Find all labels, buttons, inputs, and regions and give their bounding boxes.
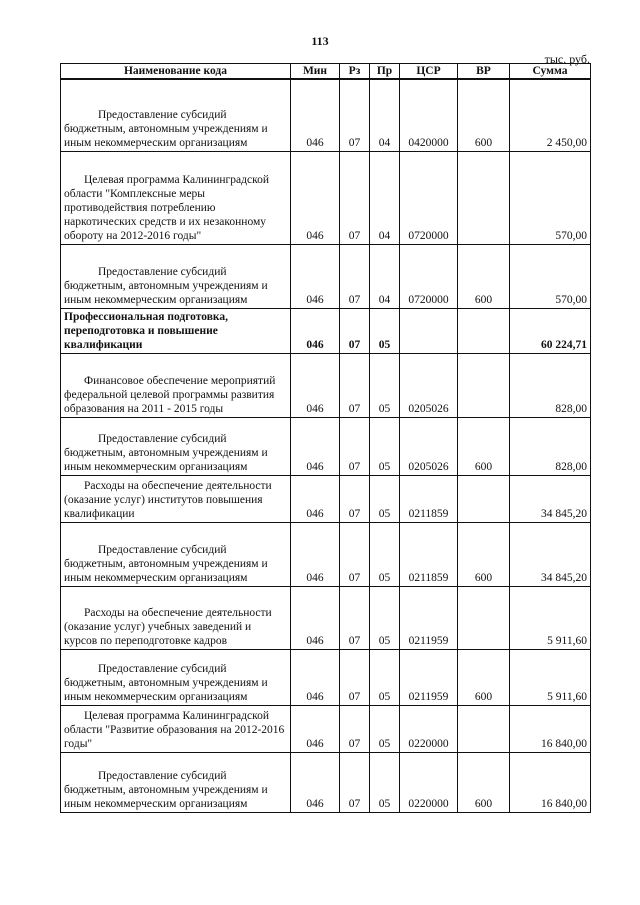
cell-name: Расходы на обеспечение деятельности (оказание услуг) институтов повышения квалификации bbox=[61, 475, 291, 522]
table-row bbox=[61, 586, 591, 649]
cell-pr: 05 bbox=[370, 417, 400, 475]
table-row bbox=[61, 79, 591, 151]
cell-name: Финансовое обеспечение мероприятий федеральной целевой программы развития образования на 2011 - 2015 годы bbox=[61, 353, 291, 417]
cell-csr: 0211859 bbox=[400, 522, 458, 586]
cell-name: Предоставление субсидий бюджетным, автономным учреждениям и иным некоммерческим организациям bbox=[61, 244, 291, 308]
header-min: Мин bbox=[291, 64, 340, 80]
cell-min: 046 bbox=[291, 308, 340, 353]
cell-name: Целевая программа Калининградской области "Развитие образования на 2012-2016 годы" bbox=[61, 705, 291, 752]
cell-csr: 0720000 bbox=[400, 244, 458, 308]
cell-sum: 60 224,71 bbox=[510, 308, 591, 353]
cell-sum: 34 845,20 bbox=[510, 522, 591, 586]
cell-min: 046 bbox=[291, 649, 340, 705]
cell-rz: 07 bbox=[340, 417, 370, 475]
header-vr: ВР bbox=[458, 64, 510, 80]
cell-pr: 05 bbox=[370, 308, 400, 353]
cell-pr: 04 bbox=[370, 244, 400, 308]
cell-sum: 828,00 bbox=[510, 417, 591, 475]
cell-vr: 600 bbox=[458, 752, 510, 812]
header-sum: Сумма bbox=[510, 64, 591, 80]
budget-table bbox=[60, 63, 591, 813]
cell-name: Предоставление субсидий бюджетным, автономным учреждениям и иным некоммерческим организациям bbox=[61, 752, 291, 812]
cell-csr: 0205026 bbox=[400, 417, 458, 475]
cell-min: 046 bbox=[291, 151, 340, 244]
cell-rz: 07 bbox=[340, 522, 370, 586]
units-label: тыс. руб. bbox=[544, 52, 590, 66]
cell-vr: 600 bbox=[458, 417, 510, 475]
header-rz: Рз bbox=[340, 64, 370, 80]
cell-name: Предоставление субсидий бюджетным, автономным учреждениям и иным некоммерческим организациям bbox=[61, 417, 291, 475]
cell-csr: 0211859 bbox=[400, 475, 458, 522]
cell-rz: 07 bbox=[340, 705, 370, 752]
cell-vr bbox=[458, 151, 510, 244]
cell-csr bbox=[400, 308, 458, 353]
table-row bbox=[61, 649, 591, 705]
cell-rz: 07 bbox=[340, 649, 370, 705]
table-row bbox=[61, 522, 591, 586]
cell-sum: 16 840,00 bbox=[510, 705, 591, 752]
header-name: Наименование кода bbox=[61, 64, 291, 80]
cell-pr: 04 bbox=[370, 79, 400, 151]
cell-sum: 2 450,00 bbox=[510, 79, 591, 151]
cell-min: 046 bbox=[291, 522, 340, 586]
cell-csr: 0720000 bbox=[400, 151, 458, 244]
cell-rz: 07 bbox=[340, 151, 370, 244]
table-row bbox=[61, 353, 591, 417]
cell-rz: 07 bbox=[340, 353, 370, 417]
cell-min: 046 bbox=[291, 705, 340, 752]
cell-csr: 0211959 bbox=[400, 586, 458, 649]
cell-pr: 05 bbox=[370, 705, 400, 752]
cell-name: Профессиональная подготовка, переподготовка и повышение квалификации bbox=[61, 308, 291, 353]
cell-vr bbox=[458, 475, 510, 522]
cell-sum: 828,00 bbox=[510, 353, 591, 417]
cell-csr: 0211959 bbox=[400, 649, 458, 705]
cell-name: Целевая программа Калининградской области "Комплексные меры противодействия потреблению наркотических средств и их незаконному обороту на 2012-2016 годы" bbox=[61, 151, 291, 244]
header-csr: ЦСР bbox=[400, 64, 458, 80]
cell-vr bbox=[458, 353, 510, 417]
cell-vr bbox=[458, 586, 510, 649]
cell-min: 046 bbox=[291, 244, 340, 308]
table-row bbox=[61, 308, 591, 353]
cell-sum: 5 911,60 bbox=[510, 586, 591, 649]
cell-pr: 05 bbox=[370, 586, 400, 649]
cell-sum: 16 840,00 bbox=[510, 752, 591, 812]
cell-vr: 600 bbox=[458, 649, 510, 705]
cell-sum: 570,00 bbox=[510, 244, 591, 308]
table-row bbox=[61, 705, 591, 752]
table-row bbox=[61, 151, 591, 244]
cell-vr: 600 bbox=[458, 79, 510, 151]
cell-min: 046 bbox=[291, 353, 340, 417]
cell-vr: 600 bbox=[458, 244, 510, 308]
table-row bbox=[61, 475, 591, 522]
cell-min: 046 bbox=[291, 475, 340, 522]
cell-rz: 07 bbox=[340, 752, 370, 812]
cell-rz: 07 bbox=[340, 79, 370, 151]
cell-pr: 05 bbox=[370, 649, 400, 705]
cell-pr: 05 bbox=[370, 752, 400, 812]
cell-csr: 0220000 bbox=[400, 705, 458, 752]
cell-sum: 570,00 bbox=[510, 151, 591, 244]
cell-min: 046 bbox=[291, 586, 340, 649]
cell-min: 046 bbox=[291, 417, 340, 475]
cell-name: Предоставление субсидий бюджетным, автономным учреждениям и иным некоммерческим организациям bbox=[61, 79, 291, 151]
cell-pr: 05 bbox=[370, 353, 400, 417]
cell-vr: 600 bbox=[458, 522, 510, 586]
cell-min: 046 bbox=[291, 79, 340, 151]
cell-sum: 5 911,60 bbox=[510, 649, 591, 705]
cell-rz: 07 bbox=[340, 308, 370, 353]
table-row bbox=[61, 244, 591, 308]
cell-rz: 07 bbox=[340, 475, 370, 522]
cell-csr: 0205026 bbox=[400, 353, 458, 417]
header-pr: Пр bbox=[370, 64, 400, 80]
table-row bbox=[61, 417, 591, 475]
cell-name: Предоставление субсидий бюджетным, автономным учреждениям и иным некоммерческим организациям bbox=[61, 522, 291, 586]
table-header-row bbox=[61, 64, 591, 80]
cell-pr: 05 bbox=[370, 522, 400, 586]
cell-pr: 05 bbox=[370, 475, 400, 522]
cell-csr: 0420000 bbox=[400, 79, 458, 151]
cell-csr: 0220000 bbox=[400, 752, 458, 812]
cell-min: 046 bbox=[291, 752, 340, 812]
cell-rz: 07 bbox=[340, 244, 370, 308]
cell-vr bbox=[458, 308, 510, 353]
cell-rz: 07 bbox=[340, 586, 370, 649]
cell-pr: 04 bbox=[370, 151, 400, 244]
cell-name: Предоставление субсидий бюджетным, автономным учреждениям и иным некоммерческим организациям bbox=[61, 649, 291, 705]
cell-vr bbox=[458, 705, 510, 752]
cell-name: Расходы на обеспечение деятельности (оказание услуг) учебных заведений и курсов по переподготовке кадров bbox=[61, 586, 291, 649]
cell-sum: 34 845,20 bbox=[510, 475, 591, 522]
table-row bbox=[61, 752, 591, 812]
page-number: 113 bbox=[311, 34, 329, 48]
